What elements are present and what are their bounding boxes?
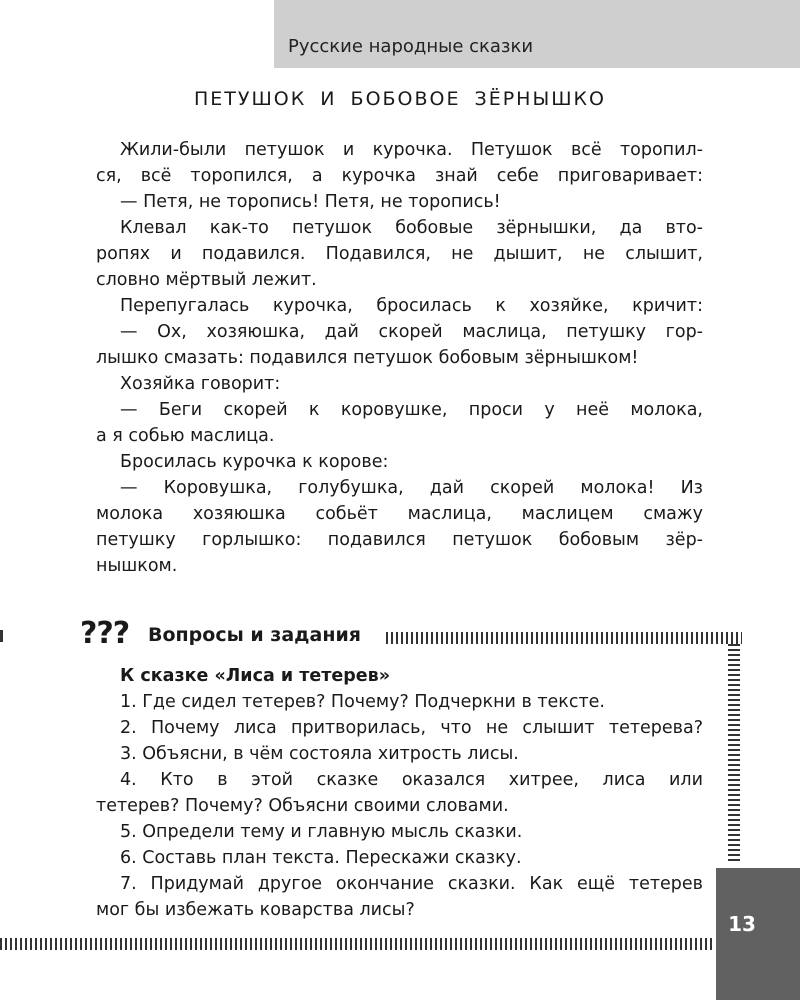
question-item: мог бы избежать коварства лисы? <box>96 900 415 920</box>
question-item: 7. Придумай другое окончание сказки. Как ещё тетерев <box>120 874 703 894</box>
margin-hatch-mark <box>0 630 3 642</box>
question-item: 5. Определи тему и главную мысль сказки. <box>120 822 523 842</box>
story-line: — Петя, не торопись! Петя, не торопись! <box>120 192 501 212</box>
story-line: Клевал как-то петушок бобовые зёрнышки, да вто- <box>120 218 703 238</box>
story-line: Бросилась курочка к корове: <box>120 452 389 472</box>
page-number: 13 <box>728 912 756 936</box>
hatch-divider-right <box>728 644 740 862</box>
story-line: лышко смазать: подавился петушок бобовым зёрнышком! <box>96 348 639 368</box>
question-item: 3. Объясни, в чём состояла хитрость лисы. <box>120 744 519 764</box>
story-line: петушку горлышко: подавился петушок бобовым зёр- <box>96 530 703 550</box>
story-line: — Беги скорей к коровушке, проси у неё молока, <box>120 400 703 420</box>
story-line: Хозяйка говорит: <box>120 374 281 394</box>
story-line: — Коровушка, голубушка, дай скорей молока! Из <box>120 478 703 498</box>
questions-subtitle: К сказке «Лиса и тетерев» <box>120 666 390 686</box>
story-line: Перепугалась курочка, бросилась к хозяйке, кричит: <box>120 296 703 316</box>
section-title: Русские народные сказки <box>288 36 534 57</box>
question-item: тетерев? Почему? Объясни своими словами. <box>96 796 509 816</box>
story-line: словно мёртвый лежит. <box>96 270 317 290</box>
story-line: ся, всё торопился, а курочка знай себе приговаривает: <box>96 166 703 186</box>
question-item: 2. Почему лиса притворилась, что не слышит тетерева? <box>120 718 703 738</box>
story-line: — Ох, хозяюшка, дай скорей маслица, петушку гор- <box>120 322 703 342</box>
hatch-divider-top <box>386 632 742 644</box>
questions-title: Вопросы и задания <box>148 624 361 646</box>
question-item: 1. Где сидел тетерев? Почему? Подчеркни в тексте. <box>120 692 605 712</box>
story-line: Жили-были петушок и курочка. Петушок всё торопил- <box>120 140 703 160</box>
story-line: молока хозяюшка собьёт маслица, маслицем смажу <box>96 504 703 524</box>
question-item: 6. Составь план текста. Перескажи сказку. <box>120 848 522 868</box>
story-line: нышком. <box>96 556 178 576</box>
hatch-divider-bottom <box>0 938 712 950</box>
question-marks-icon: ??? <box>80 616 130 651</box>
story-text <box>96 137 703 579</box>
story-line: а я собью маслица. <box>96 426 275 446</box>
question-item: 4. Кто в этой сказке оказался хитрее, лиса или <box>120 770 703 790</box>
story-line: ропях и подавился. Подавился, не дышит, не слышит, <box>96 244 703 264</box>
story-title: ПЕТУШОК И БОБОВОЕ ЗЁРНЫШКО <box>194 88 606 110</box>
questions-list <box>96 664 703 924</box>
header-band <box>274 0 800 68</box>
